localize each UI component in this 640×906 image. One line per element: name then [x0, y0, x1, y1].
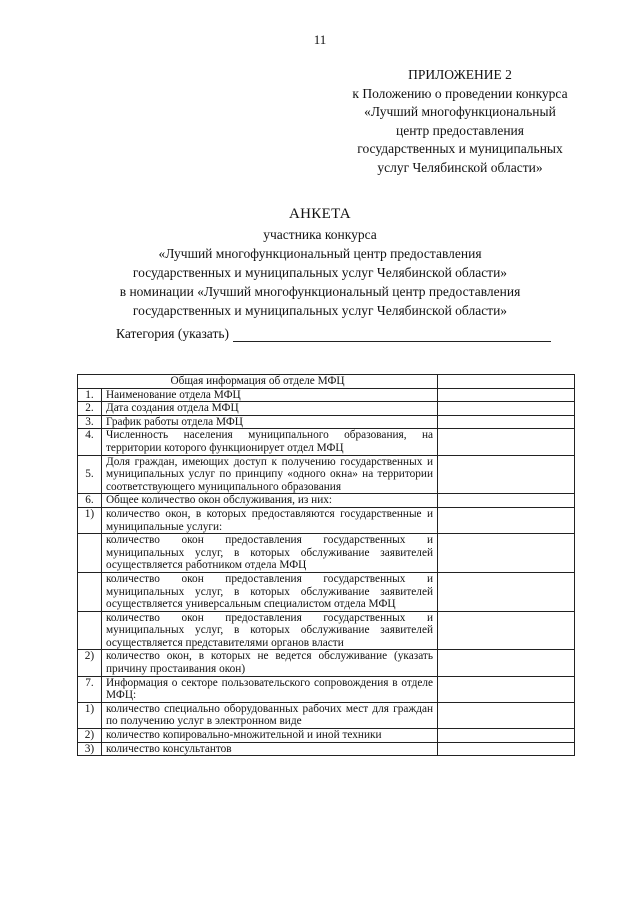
- row-value-cell[interactable]: [438, 388, 575, 402]
- row-value-cell[interactable]: [438, 729, 575, 743]
- row-number: 4.: [78, 429, 102, 455]
- appendix-line: центр предоставления: [395, 122, 524, 138]
- table-row: [78, 402, 575, 416]
- row-value-cell[interactable]: [438, 402, 575, 416]
- table-row: [78, 572, 575, 611]
- table-row: [78, 676, 575, 702]
- table-header: Общая информация об отделе МФЦ: [78, 375, 438, 389]
- table-row: [78, 455, 575, 494]
- row-text: количество окон предоставления государственных и муниципальных услуг, в которых обслуживание заявителей осуществляется работником отдела МФЦ: [102, 534, 438, 573]
- row-value-cell[interactable]: [438, 415, 575, 429]
- table-row: [78, 388, 575, 402]
- row-value-cell[interactable]: [438, 702, 575, 728]
- row-value-cell[interactable]: [438, 507, 575, 533]
- table-row: [78, 742, 575, 756]
- row-value-cell[interactable]: [438, 742, 575, 756]
- page-number: 11: [313, 32, 327, 47]
- table-row: [78, 415, 575, 429]
- row-text: количество специально оборудованных рабочих мест для граждан по получению услуг в электронном виде: [102, 702, 438, 728]
- row-text: количество консультантов: [102, 742, 438, 756]
- table-row: [78, 507, 575, 533]
- row-number: [78, 572, 102, 611]
- row-number: 6.: [78, 494, 102, 508]
- info-table: [77, 374, 575, 756]
- row-value-cell[interactable]: [438, 455, 575, 494]
- title-line: государственных и муниципальных услуг Челябинской области»: [132, 303, 508, 318]
- row-number: [78, 534, 102, 573]
- appendix-header: [340, 66, 580, 177]
- row-text: количество окон предоставления государственных и муниципальных услуг, в которых обслуживание заявителей осуществляется представителями органов власти: [102, 611, 438, 650]
- category-label: Категория (указать): [116, 326, 229, 341]
- table-row: [78, 650, 575, 676]
- table-row: [78, 429, 575, 455]
- row-text: Наименование отдела МФЦ: [102, 388, 438, 402]
- row-number: 1): [78, 507, 102, 533]
- table-row: [78, 702, 575, 728]
- table-row: [78, 494, 575, 508]
- title-line: участника конкурса: [263, 227, 377, 242]
- appendix-line: «Лучший многофункциональный: [364, 104, 556, 119]
- row-number: 7.: [78, 676, 102, 702]
- row-value-cell[interactable]: [438, 429, 575, 455]
- row-value-cell[interactable]: [438, 494, 575, 508]
- table-row: [78, 729, 575, 743]
- title-line: государственных и муниципальных услуг Челябинской области»: [132, 265, 508, 280]
- table-row: [78, 534, 575, 573]
- title-line: «Лучший многофункциональный центр предоставления: [158, 246, 482, 261]
- row-text: количество окон, в которых не ведется обслуживание (указать причину простаивания окон): [102, 650, 438, 676]
- row-text: Общее количество окон обслуживания, из них:: [102, 494, 438, 508]
- row-text: количество окон, в которых предоставляются государственные и муниципальные услуги:: [102, 507, 438, 533]
- row-text: Доля граждан, имеющих доступ к получению государственных и муниципальных услуг по принципу «одного окна» на территории соответствующего муниципального образования: [102, 455, 438, 494]
- row-text: количество окон предоставления государственных и муниципальных услуг, в которых обслуживание заявителей осуществляется универсальным специалистом отдела МФЦ: [102, 572, 438, 611]
- row-number: 2): [78, 650, 102, 676]
- appendix-line: ПРИЛОЖЕНИЕ 2: [408, 67, 512, 82]
- row-text: Численность населения муниципального образования, на территории которого функционирует отдел МФЦ: [102, 429, 438, 455]
- row-value-cell[interactable]: [438, 572, 575, 611]
- questionnaire-title: [0, 205, 640, 320]
- row-number: 3.: [78, 415, 102, 429]
- title-line: в номинации «Лучший многофункциональный центр предоставления: [119, 284, 521, 299]
- category-fill-line[interactable]: [233, 327, 551, 342]
- row-text: Дата создания отдела МФЦ: [102, 402, 438, 416]
- appendix-line: услуг Челябинской области»: [377, 159, 543, 175]
- row-number: [78, 611, 102, 650]
- appendix-line: к Положению о проведении конкурса: [352, 85, 568, 101]
- row-value-cell[interactable]: [438, 676, 575, 702]
- row-text: количество копировально-множительной и иной техники: [102, 729, 438, 743]
- row-text: График работы отдела МФЦ: [102, 415, 438, 429]
- table-row: [78, 611, 575, 650]
- row-number: 1.: [78, 388, 102, 402]
- table-header-value-cell: [438, 375, 575, 389]
- row-text: Информация о секторе пользовательского сопровождения в отделе МФЦ:: [102, 676, 438, 702]
- main-title: АНКЕТА: [289, 206, 351, 222]
- table-header-row: [78, 375, 575, 389]
- row-value-cell[interactable]: [438, 611, 575, 650]
- row-value-cell[interactable]: [438, 650, 575, 676]
- row-number: 2.: [78, 402, 102, 416]
- row-number: 5.: [78, 455, 102, 494]
- row-number: 2): [78, 729, 102, 743]
- category-field: [116, 326, 551, 342]
- appendix-line: государственных и муниципальных: [357, 141, 563, 156]
- row-number: 3): [78, 742, 102, 756]
- row-value-cell[interactable]: [438, 534, 575, 573]
- row-number: 1): [78, 702, 102, 728]
